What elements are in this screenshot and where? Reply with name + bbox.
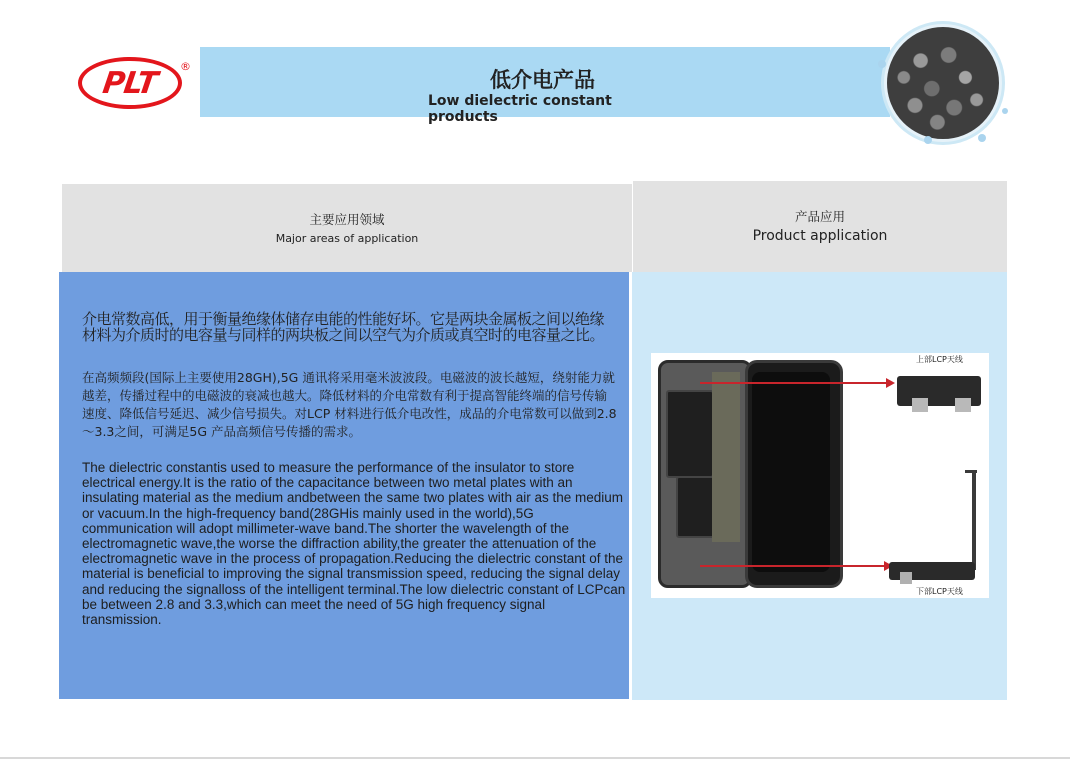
pellets-image	[884, 24, 1002, 142]
decor-dot	[1002, 108, 1008, 114]
phone-screen	[752, 372, 830, 572]
header-major-areas-en: Major areas of application	[275, 232, 419, 245]
header-product-application-en: Product application	[752, 228, 888, 244]
description-detail-cn: 在高频频段(国际上主要使用28GH),5G 通讯将采用毫米波波段。电磁波的波长越短，绕射能力就越差，传播过程中的电磁波的衰减也越大。降低材料的介电常数有利于提高智能终端的信号传输速度、降低信号延迟、减少信号损失。对LCP 材料进行低介电改性，成品的介电常数可以做到2.8～3.3之间，可满足5G 产品高频信号传播的需求。	[82, 370, 617, 439]
antenna-connector	[955, 398, 971, 412]
decor-dot	[978, 134, 986, 142]
decor-dot	[878, 60, 886, 68]
battery-upper	[666, 390, 714, 478]
logic-board	[712, 372, 740, 542]
header-product-application	[633, 181, 1007, 272]
arrow-top	[700, 382, 890, 384]
plt-logo	[78, 57, 182, 109]
logo-text: PLT	[100, 65, 160, 101]
header-major-areas	[62, 184, 632, 272]
registered-mark: ®	[180, 60, 191, 73]
page-title-cn: 低介电产品	[490, 68, 595, 92]
antenna-connector	[912, 398, 928, 412]
decor-dot	[924, 136, 932, 144]
label-upper-antenna: 上部LCP天线	[916, 355, 963, 364]
page-title-en: Low dielectric constant products	[428, 93, 612, 125]
arrow-top-head	[886, 378, 895, 388]
description-lead-cn: 介电常数高低，用于衡量绝缘体储存电能的性能好坏。它是两块金属板之间以绝缘材料为介质时的电容量与同样的两块板之间以空气为介质或真空时的电容量之比。	[82, 310, 605, 344]
description-en: The dielectric constantis used to measure the performance of the insulator to store electrical energy.It is the ratio of the capacitance between two metal plates with an insulating material as the medium andbetween the same two plates with air as the medium or vacuum.In the high-frequency band(28GHis mainly used in the world),5G communication will adopt millimeter-wave band.The shorter the wavelength of the electromagnetic wave,the worse the diffraction ability,the greater the attenuation of the electromagnetic wave in the process of propagation.Reducing the dielectric constant of the material is beneficial to improving the signal transmission speed, reducing the signal delay and reducing the signalloss of the intelligent terminal.The low dielectric constant of LCPcan be between 2.8 and 3.3,which can meet the need of 5G high frequency signal transmission.	[82, 460, 626, 628]
header-product-application-cn: 产品应用	[794, 209, 845, 224]
label-lower-antenna: 下部LCP天线	[916, 587, 963, 596]
arrow-bottom	[700, 565, 888, 567]
antenna-cable	[972, 470, 976, 570]
header-major-areas-cn: 主要应用领域	[309, 212, 385, 227]
antenna-connector	[900, 572, 912, 584]
